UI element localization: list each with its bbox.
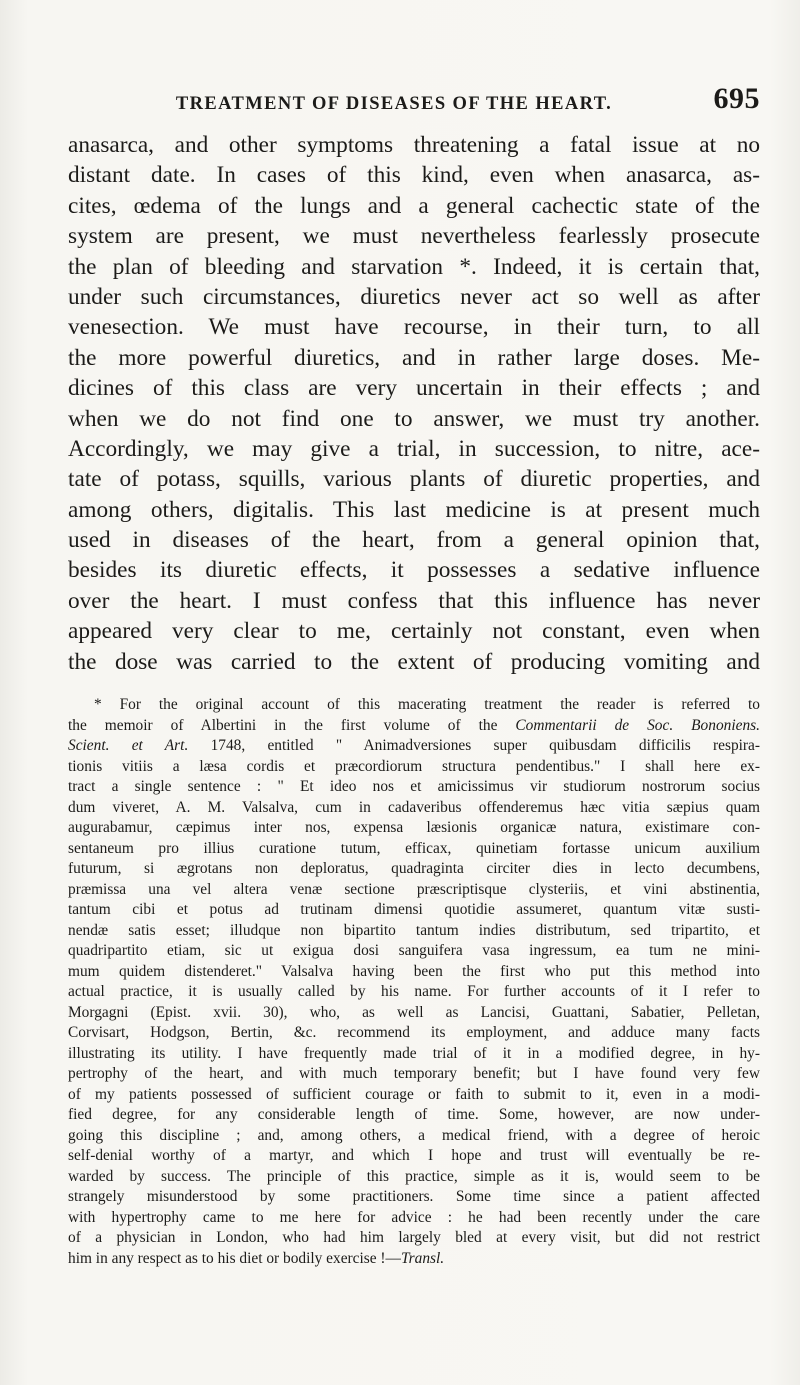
footnote-line: sentaneum pro illius curatione tutum, efficax, quinetiam fortasse unicum auxilium bbox=[68, 839, 760, 857]
footnote-line: fied degree, for any considerable length of time. Some, however, are now under- bbox=[68, 1106, 760, 1123]
main-text-line: the dose was carried to the extent of producing vomiting and bbox=[68, 648, 760, 675]
footnote-line: tantum cibi et potus ad trutinam dimensi quotidie assumeret, quantum vitæ susti- bbox=[68, 901, 760, 918]
footnote-line: nendæ satis esset; illudque non bipartito tantum indies distributum, sed tripartito, et bbox=[68, 921, 760, 939]
main-text-line: cites, œdema of the lungs and a general cachectic state of the bbox=[68, 192, 760, 219]
main-text-line: the more powerful diuretics, and in rather large doses. Me- bbox=[68, 344, 760, 371]
footnote bbox=[68, 695, 760, 1269]
footnote-line: of my patients possessed of sufficient courage or faith to submit to it, even in a modi- bbox=[68, 1085, 760, 1103]
footnote-line: mum quidem distenderet." Valsalva having been the first who put this method into bbox=[68, 962, 760, 980]
footnote-text: 1748, entitled " Animadversiones super quibusdam difficilis respira- bbox=[188, 737, 760, 754]
main-text-line: when we do not find one to answer, we must try another. bbox=[68, 405, 760, 432]
footnote-line: dum viveret, A. M. Valsalva, cum in cadaveribus offenderemus hæc vitia sæpius quam bbox=[68, 798, 760, 816]
footnote-line: tract a single sentence : " Et ideo nos et amicissimus vir studiorum nostrorum socius bbox=[68, 778, 760, 795]
main-text-line: under such circumstances, diuretics never act so well as after bbox=[68, 283, 760, 310]
main-text-line: over the heart. I must confess that this influence has never bbox=[68, 587, 760, 614]
footnote-citation: Commentarii de Soc. Bononiens. bbox=[497, 716, 760, 734]
main-text-line: distant date. In cases of this kind, even when anasarca, as- bbox=[68, 162, 760, 189]
footnote-line: of a physician in London, who had him largely bled at every visit, but did not restrict bbox=[68, 1229, 760, 1246]
footnote-citation: Scient. et Art. bbox=[68, 737, 189, 754]
main-text-line: dicines of this class are very uncertain in their effects ; and bbox=[68, 375, 760, 402]
footnote-line: self-denial worthy of a martyr, and which I hope and trust will eventually be re- bbox=[68, 1147, 760, 1164]
footnote-line bbox=[68, 736, 760, 757]
footnote-line: pertrophy of the heart, and with much temporary benefit; but I have found very few bbox=[68, 1065, 760, 1082]
main-text-line: tate of potass, squills, various plants of diuretic properties, and bbox=[68, 466, 760, 493]
main-text-line: system are present, we must nevertheless fearlessly prosecute bbox=[68, 223, 760, 250]
main-text-line: Accordingly, we may give a trial, in succession, to nitre, ace- bbox=[68, 435, 760, 462]
main-text-line: used in diseases of the heart, from a general opinion that, bbox=[68, 527, 760, 554]
main-text-line: among others, digitalis. This last medicine is at present much bbox=[68, 496, 760, 523]
footnote-line bbox=[68, 1249, 760, 1270]
translator-note: Transl. bbox=[400, 1249, 445, 1267]
footnote-line: quadripartito etiam, sic ut exigua dosi sanguifera vasa ingressum, ea tum ne mini- bbox=[68, 942, 760, 959]
main-text-line: besides its diuretic effects, it possesses a sedative influence bbox=[68, 557, 760, 584]
footnote-line: going this discipline ; and, among others, a medical friend, with a degree of heroic bbox=[68, 1126, 760, 1144]
footnote-text: him in any respect as to his diet or bodily exercise !— bbox=[68, 1249, 401, 1267]
page-number: 695 bbox=[713, 82, 760, 115]
footnote-line: strangely misunderstood by some practitioners. Some time since a patient affected bbox=[68, 1188, 760, 1205]
footnote-text: For the original account of this macerating treatment the reader is referred to bbox=[101, 696, 760, 713]
footnote-line bbox=[68, 695, 760, 716]
footnote-text: the memoir of Albertini in the first volume of the bbox=[68, 716, 498, 734]
footnote-line: with hypertrophy came to me here for advice : he had been recently under the care bbox=[68, 1208, 760, 1226]
footnote-line: futurum, si ægrotans non deploratus, quadraginta circiter dies in lecto decumbens, bbox=[68, 860, 760, 877]
footnote-line: illustrating its utility. I have frequently made trial of it in a modified degree, in hy- bbox=[68, 1044, 760, 1062]
main-text bbox=[68, 130, 760, 677]
footnote-marker: * bbox=[94, 696, 102, 713]
footnote-line: Corvisart, Hodgson, Bertin, &c. recommend its employment, and adduce many facts bbox=[68, 1024, 760, 1041]
main-text-line: the plan of bleeding and starvation *. Indeed, it is certain that, bbox=[68, 253, 760, 280]
main-text-line: appeared very clear to me, certainly not constant, even when bbox=[68, 618, 760, 645]
footnote-line: warded by success. The principle of this practice, simple as it is, would seem to be bbox=[68, 1167, 760, 1185]
footnote-line: augurabamur, cæpimus inter nos, expensa læsionis organicæ natura, existimare con- bbox=[68, 819, 760, 836]
footnote-line: tionis vitiis a læsa cordis et præcordiorum structura pendentibus." I shall here ex- bbox=[68, 757, 760, 775]
footnote-line: actual practice, it is usually called by his name. For further accounts of it I refer to bbox=[68, 983, 760, 1000]
footnote-line: præmissa una vel altera venæ sectione præscriptisque clysteriis, et vini abstinentia, bbox=[68, 880, 760, 898]
running-header bbox=[68, 80, 760, 124]
main-text-line: anasarca, and other symptoms threatening a fatal issue at no bbox=[68, 132, 760, 158]
footnote-line bbox=[68, 716, 760, 737]
footnote-line: Morgagni (Epist. xvii. 30), who, as well as Lancisi, Guattani, Sabatier, Pelletan, bbox=[68, 1003, 760, 1021]
main-text-line: venesection. We must have recourse, in their turn, to all bbox=[68, 314, 760, 341]
running-title: TREATMENT OF DISEASES OF THE HEART. bbox=[175, 94, 613, 114]
